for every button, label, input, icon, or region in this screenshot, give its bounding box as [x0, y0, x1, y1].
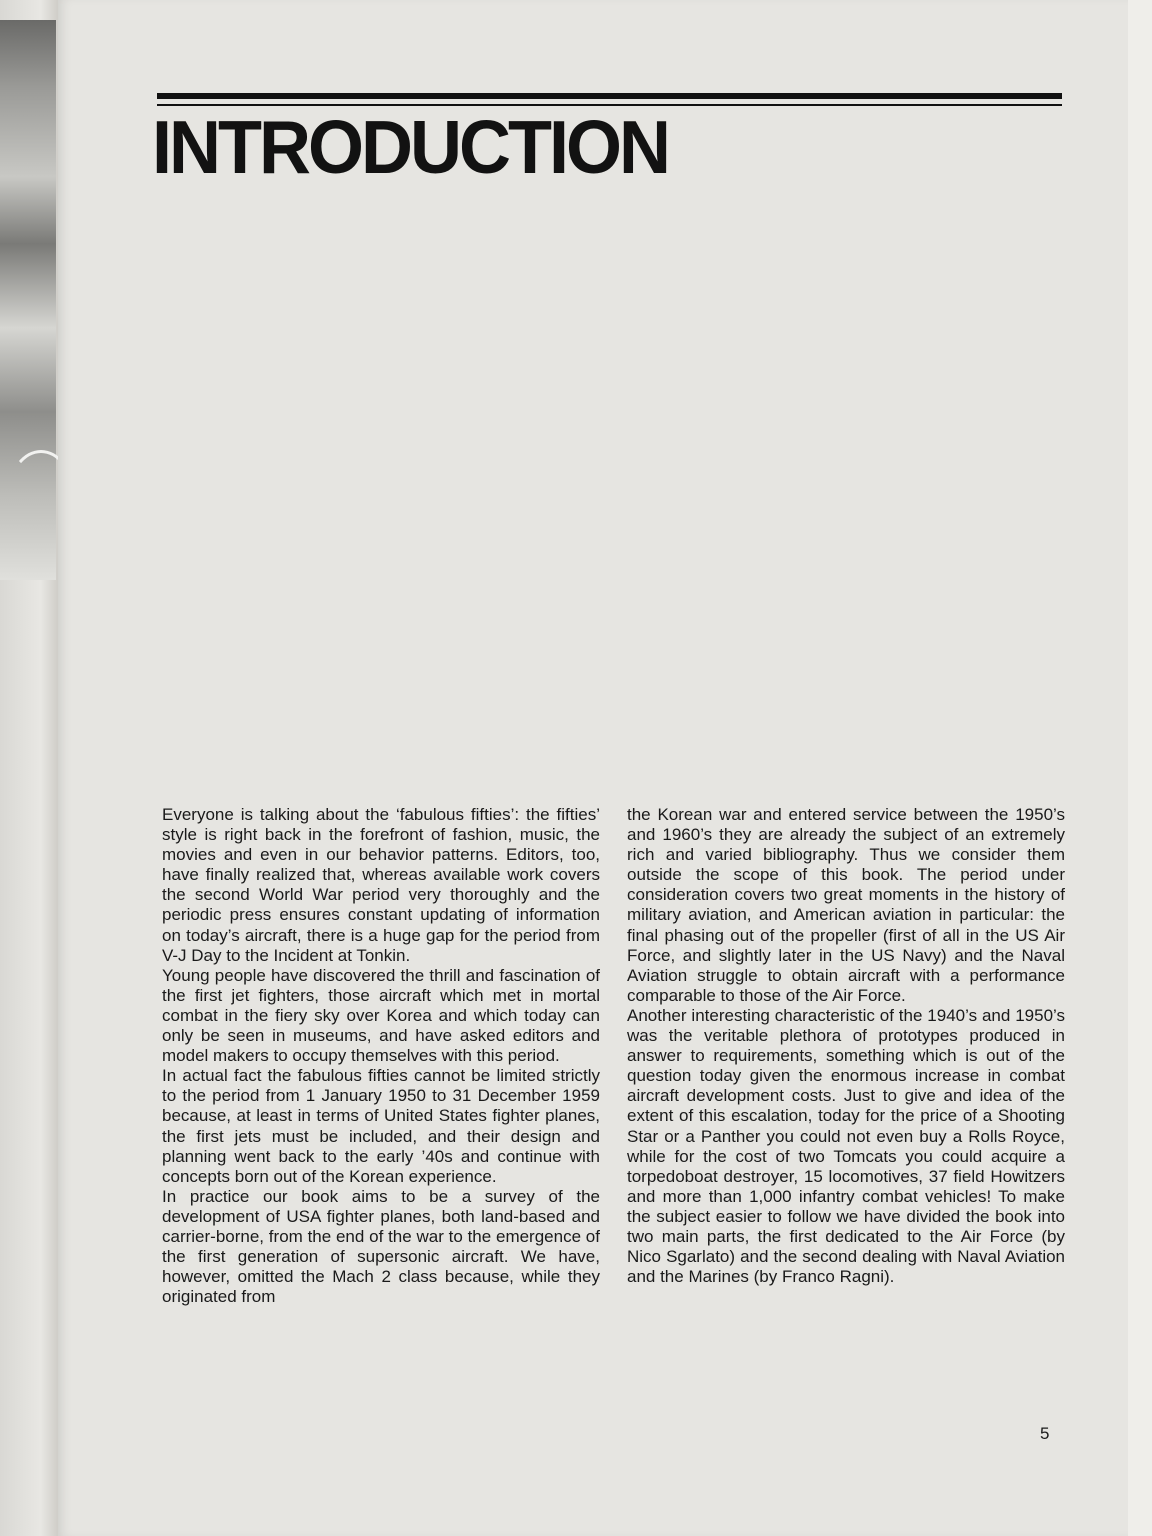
page-number: 5 [1040, 1424, 1050, 1443]
facing-page-photo [0, 20, 56, 580]
page-background-edge [1128, 0, 1152, 1536]
paragraph: In practice our book aims to be a survey of the development of USA fighter planes, both land-based and carrier-borne, from the end of the war to the emergence of the first generation of supersonic aircraft. We have, however, omitted the Mach 2 class because, while they originated from [162, 1186, 600, 1307]
text-column-right [627, 805, 1065, 1287]
page-title: INTRODUCTION [152, 105, 668, 190]
title-rule-thick [157, 93, 1062, 99]
paragraph: Young people have discovered the thrill and fascination of the first jet fighters, those aircraft which met in mortal combat in the fiery sky over Korea and which today can only be seen in museums, and have asked editors and model makers to occupy themselves with this period. [162, 965, 600, 1066]
paragraph: Another interesting characteristic of the 1940’s and 1950’s was the veritable plethora of prototypes produced in answer to requirements, something which is out of the question today given the enormous increase in combat aircraft development costs. Just to give and idea of the extent of this escalation, today for the price of a Shooting Star or a Panther you could not even buy a Rolls Royce, while for the cost of two Tomcats you could acquire a torpedoboat destroyer, 15 locomotives, 37 field Howitzers and more than 1,000 infantry combat vehicles! To make the subject easier to follow we have divided the book into two main parts, the first dedicated to the Air Force (by Nico Sgarlato) and the second dealing with Naval Aviation and the Marines (by Franco Ragni). [627, 1005, 1065, 1287]
paragraph: the Korean war and entered service between the 1950’s and 1960’s they are already the subject of an extremely rich and varied bibliography. Thus we consider them outside the scope of this book. The period under consideration covers two great moments in the history of military aviation, and American aviation in particular: the final phasing out of the propeller (first of all in the US Air Force, and slightly later in the US Navy) and the Naval Aviation struggle to obtain aircraft with a performance comparable to those of the Air Force. [627, 805, 1065, 1005]
text-column-left [162, 805, 600, 1307]
paragraph: Everyone is talking about the ‘fabulous fifties’: the fifties’ style is right back in the forefront of fashion, music, the movies and even in our behavior patterns. Editors, too, have finally realized that, whereas available work covers the second World War period very thoroughly and the periodic press ensures constant updating of information on today’s aircraft, there is a huge gap for the period from V-J Day to the Incident at Tonkin. [162, 805, 600, 965]
paragraph: In actual fact the fabulous fifties cannot be limited strictly to the period from 1 January 1950 to 31 December 1959 because, at least in terms of United States fighter planes, the first jets must be included, and their design and planning went back to the early ’40s and continue with concepts born out of the Korean experience. [162, 1066, 600, 1186]
